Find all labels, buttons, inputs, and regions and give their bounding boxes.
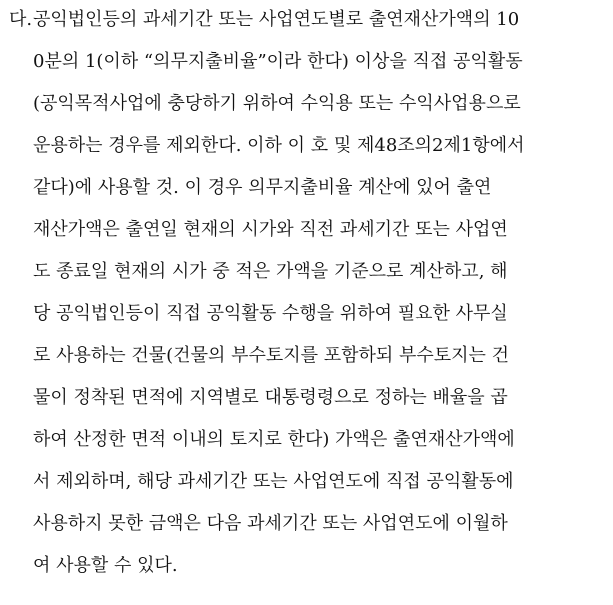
paragraph-line-2	[0, 44, 613, 80]
paragraph-line-5	[0, 170, 613, 206]
paragraph-line-10	[0, 380, 613, 416]
line-text: 하여 산정한 면적 이내의 토지로 한다) 가액은 출연재산가액에	[33, 429, 515, 450]
line-text: 도 종료일 현재의 시가 중 적은 가액을 기준으로 계산하고, 해	[33, 261, 508, 282]
line-text: 물이 정착된 면적에 지역별로 대통령령으로 정하는 배율을 곱	[33, 387, 508, 408]
paragraph-line-8	[0, 296, 613, 332]
line-text: 0분의 1(이하 “의무지출비율”이라 한다) 이상을 직접 공익활동	[33, 51, 523, 72]
line-text: 당 공익법인등이 직접 공익활동 수행을 위하여 필요한 사무실	[33, 303, 508, 324]
line-text: 공익법인등의 과세기간 또는 사업연도별로 출연재산가액의 10	[33, 9, 520, 30]
paragraph-line-1	[0, 2, 613, 38]
line-text: 같다)에 사용할 것. 이 경우 의무지출비율 계산에 있어 출연	[33, 177, 492, 198]
paragraph-line-4	[0, 128, 613, 164]
paragraph-line-6	[0, 212, 613, 248]
line-text: 사용하지 못한 금액은 다음 과세기간 또는 사업연도에 이월하	[33, 513, 508, 534]
paragraph-line-13	[0, 506, 613, 542]
paragraph-line-7	[0, 254, 613, 290]
paragraph-line-14	[0, 548, 613, 584]
paragraph-line-9	[0, 338, 613, 374]
line-text: (공익목적사업에 충당하기 위하여 수익용 또는 수익사업용으로	[33, 93, 521, 114]
line-text: 운용하는 경우를 제외한다. 이하 이 호 및 제48조의2제1항에서	[33, 135, 525, 156]
line-text: 여 사용할 수 있다.	[33, 555, 178, 576]
line-text: 서 제외하며, 해당 과세기간 또는 사업연도에 직접 공익활동에	[33, 471, 514, 492]
paragraph-line-11	[0, 422, 613, 458]
item-marker: 다.	[9, 9, 33, 30]
paragraph-line-12	[0, 464, 613, 500]
paragraph-line-3	[0, 86, 613, 122]
line-text: 재산가액은 출연일 현재의 시가와 직전 과세기간 또는 사업연	[33, 219, 508, 240]
line-text: 로 사용하는 건물(건물의 부수토지를 포함하되 부수토지는 건	[33, 345, 510, 366]
